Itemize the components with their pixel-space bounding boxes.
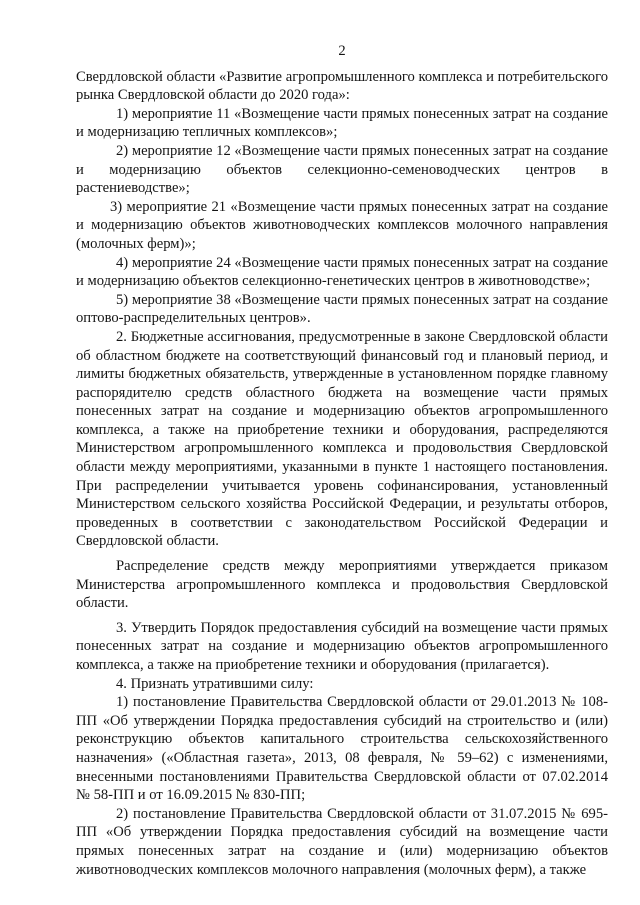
list-item-repeal-1: 1) постановление Правительства Свердловской области от 29.01.2013 № 108-ПП «Об утверждении Порядка предоставления субсидий на строительство и (или) реконструкцию объектов капитального строительства сельскохозяйственного назначения» («Областная газета», 2013, 08 февраля, № 59–62) с изменениями, внесенными постановлениями Правительства Свердловской области от 07.02.2014 № 58-ПП и от 16.09.2015 № 830-ПП; <box>76 694 608 804</box>
list-item-measure-12: 2) мероприятие 12 «Возмещение части прямых понесенных затрат на создание и модернизацию объектов селекционно-семеноводческих центров в растениеводстве»; <box>76 142 608 197</box>
list-item-measure-21: 3) мероприятие 21 «Возмещение части прямых понесенных затрат на создание и модернизацию объектов животноводческих комплексов молочного направления (молочных ферм)»; <box>76 198 608 252</box>
document-page <box>76 42 608 879</box>
list-item-measure-38: 5) мероприятие 38 «Возмещение части прямых понесенных затрат на создание оптово-распределительных центров». <box>76 291 608 327</box>
paragraph-section-3: 3. Утвердить Порядок предоставления субсидий на возмещение части прямых понесенных затрат на создание и модернизацию объектов агропромышленного комплекса, а также на приобретение техники и оборудования (прилагается). <box>76 619 608 673</box>
page-number: 2 <box>338 43 346 59</box>
list-item-measure-24: 4) мероприятие 24 «Возмещение части прямых понесенных затрат на создание и модернизацию объектов селекционно-генетических центров в животноводстве»; <box>76 254 608 290</box>
list-item-measure-11: 1) мероприятие 11 «Возмещение части прямых понесенных затрат на создание и модернизацию тепличных комплексов»; <box>76 105 608 141</box>
paragraph-section-4: 4. Признать утратившими силу: <box>116 675 314 692</box>
paragraph-distribution: Распределение средств между мероприятиями утверждается приказом Министерства агропромышленного комплекса и продовольствия Свердловской области. <box>76 558 608 612</box>
paragraph-section-2: 2. Бюджетные ассигнования, предусмотренные в законе Свердловской области об областном бюджете на соответствующий финансовый год и плановый период, и лимиты бюджетных обязательств, утвержденные в установленном порядке главному распорядителю средств областного бюджета на возмещение части прямых понесенных затрат на создание и модернизацию объектов агропромышленного комплекса, а также на приобретение техники и оборудования, распределяются Министерством агропромышленного комплекса и продовольствия Свердловской области между мероприятиями, указанными в пункте 1 настоящего постановления. При распределении учитывается уровень софинансирования, установленный Министерством сельского хозяйства Российской Федерации, и результаты отборов, проведенных в соответствии с законодательством Российской Федерации и Свердловской области. <box>76 328 608 550</box>
paragraph-program-title: Свердловской области «Развитие агропромышленного комплекса и потребительского рынка Свердловской области до 2020 года»: <box>76 68 608 104</box>
list-item-repeal-2: 2) постановление Правительства Свердловской области от 31.07.2015 № 695-ПП «Об утверждении Порядка предоставления субсидий на возмещение части прямых понесенных затрат на создание и (или) модернизацию объектов животноводческих комплексов молочного направления (молочных ферм), а также <box>76 805 608 878</box>
